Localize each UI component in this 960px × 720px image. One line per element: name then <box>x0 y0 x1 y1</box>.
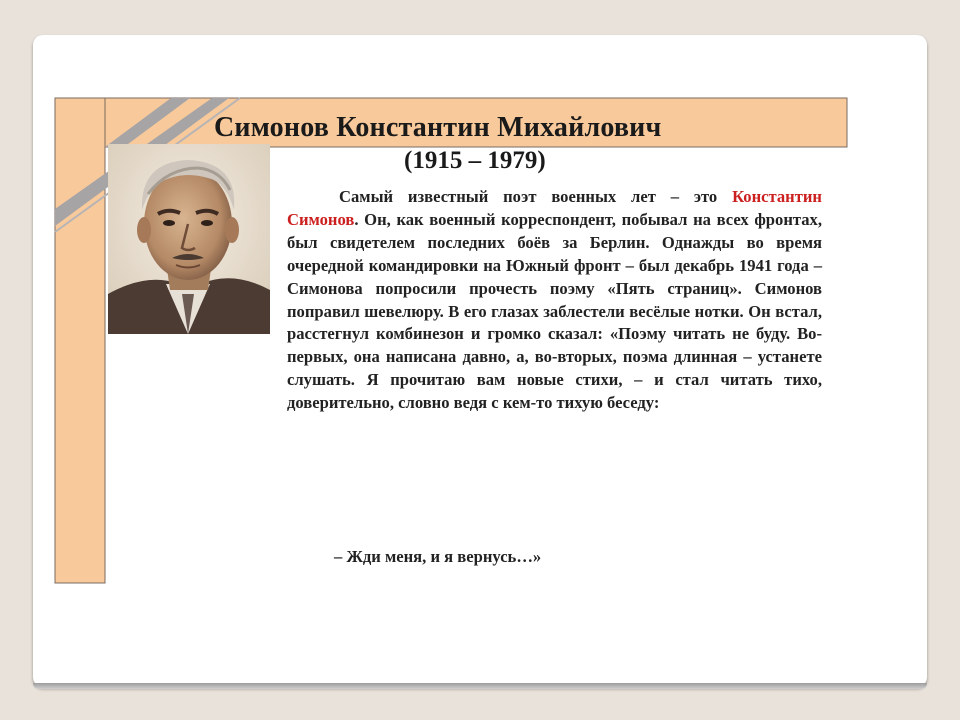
left-bar <box>55 98 105 583</box>
poem-quote: – Жди меня, и я вернусь…» <box>334 547 542 566</box>
highlighted-name: Константин Симонов <box>287 187 822 229</box>
article-intro: Самый известный поэт военных лет – это <box>339 187 718 206</box>
article-main-text: . Он, как военный корреспондент, побывал на всех фронтах, был свидетелем последних боёв за Берлин. Однажды во время очередной командировки на Южный фронт – был декабрь 1941 года – Симонова попросили прочесть поэму «Пять страниц». Симонов поправил шевелюру. В его глазах заблестели весёлые нотки. Он встал, расстегнул комбинезон и громко сказал: «Поэму читать не буду. Во-первых, она написана давно, а, во-вторых, поэма длинная – устанете слушать. Я прочитаю вам новые стихи, – и стал читать тихо, доверительно, словно ведя с кем-то тихую беседу: <box>287 209 822 413</box>
article-text <box>287 186 822 415</box>
page-title: Симонов Константин Михайлович <box>214 112 662 143</box>
portrait-photo-icon <box>108 144 270 334</box>
life-years: (1915 – 1979) <box>404 147 546 174</box>
article-paragraph <box>287 186 822 415</box>
